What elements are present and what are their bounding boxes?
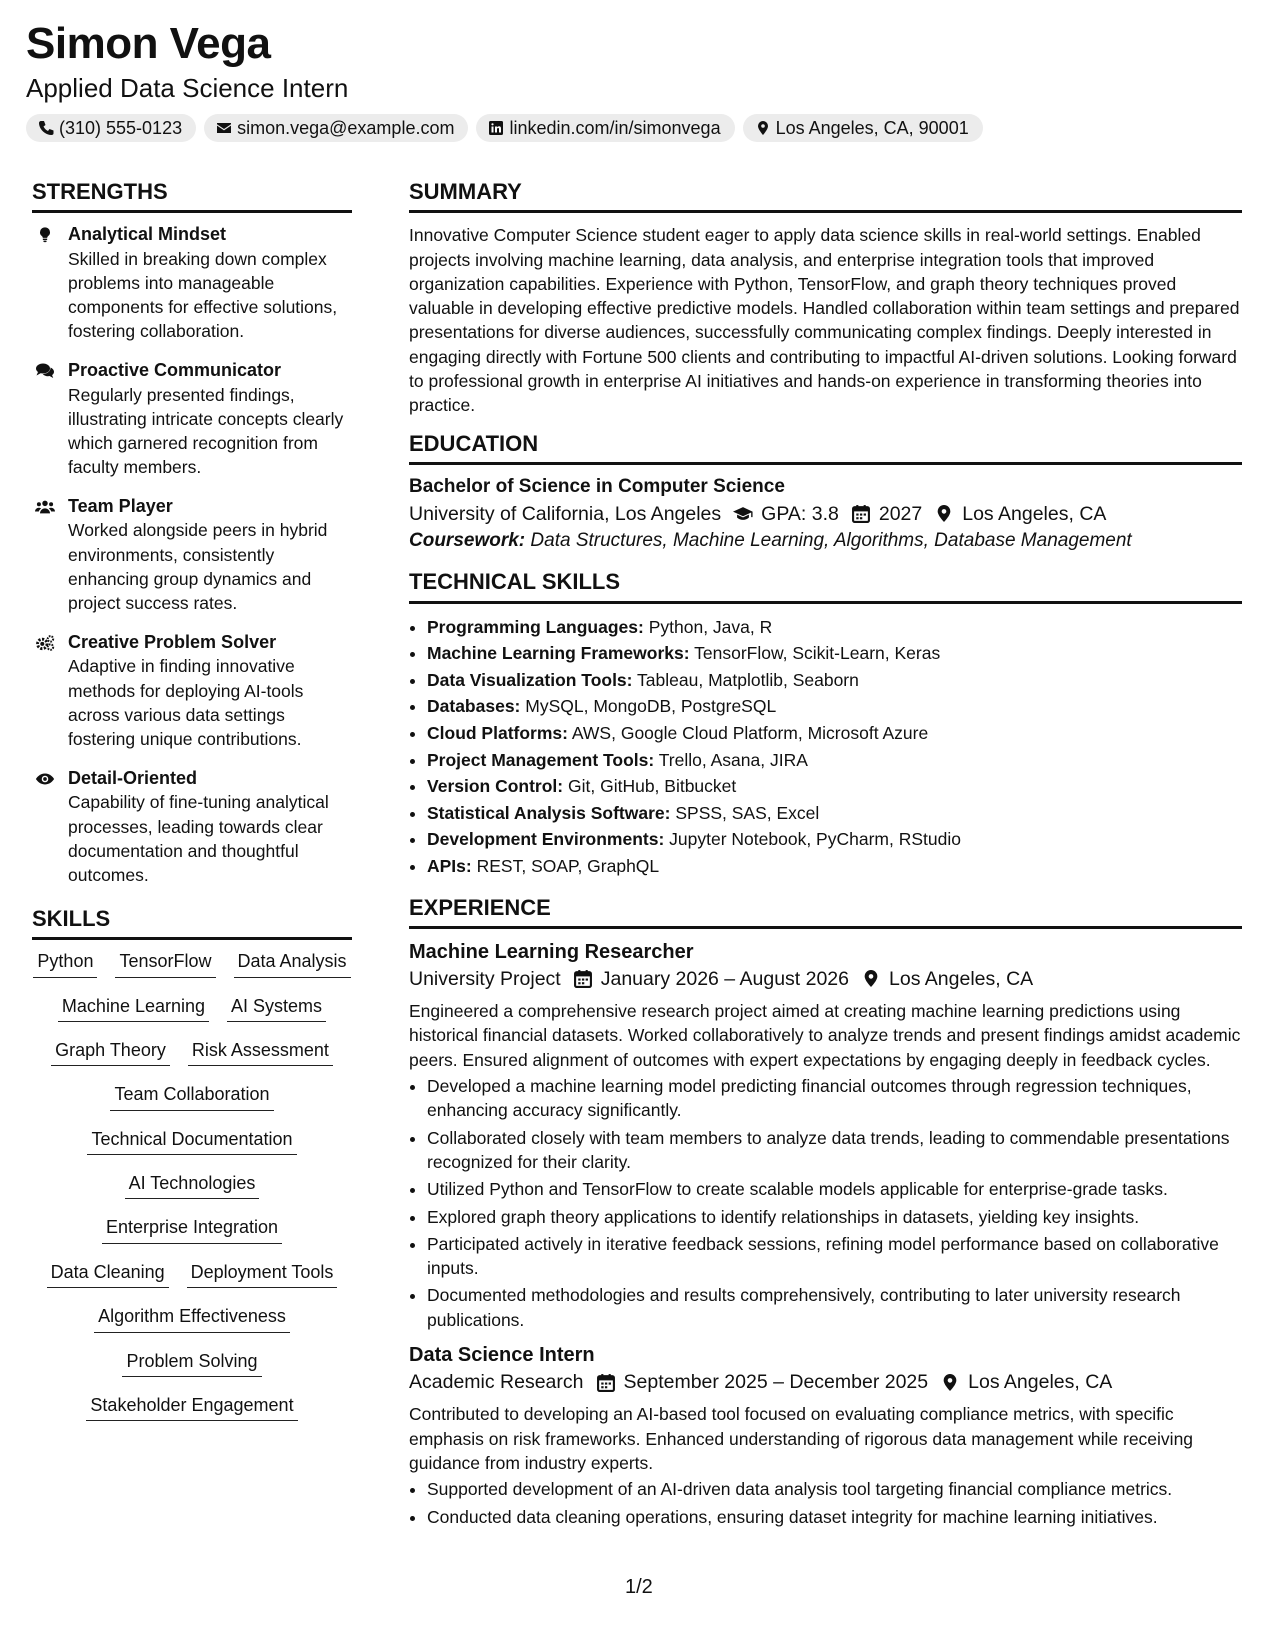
skill-tag: Data Analysis — [234, 950, 351, 977]
skill-tag: Problem Solving — [122, 1350, 261, 1377]
strength-title: Analytical Mindset — [68, 224, 227, 245]
experience-heading: EXPERIENCE — [409, 896, 1242, 929]
degree-title: Bachelor of Science in Computer Science — [409, 475, 785, 497]
job-title: Machine Learning Researcher — [409, 940, 694, 963]
linkedin-chip — [476, 114, 734, 142]
linkedin-text: linkedin.com/in/simonvega — [509, 117, 721, 138]
map-pin-icon — [861, 969, 881, 988]
skill-row — [32, 1083, 352, 1110]
strength-desc: Capability of fine-tuning analytical processes, leading towards clear documentation and thoughtful outcomes. — [68, 792, 329, 885]
school-name: University of California, Los Angeles — [409, 502, 722, 525]
strength-item — [32, 631, 352, 751]
summary-text: Innovative Computer Science student eager to apply data science skills in real-world settings. Enabled projects involving machine learning, data analysis, and enterprise integration tools that improved organization capabilities. Experience with Python, TensorFlow, and graph theory techniques proved valuable in developing effective predictive models. Handled collaboration within team settings and prepared presentations for diverse audiences, successfully communicating complex findings. Deeply interested in engaging directly with Fortune 500 clients and contributing to impactful AI-driven solutions. Looking forward to professional growth in enterprise AI initiatives and hands-on experience in transforming theories into practice. — [409, 225, 1240, 416]
contact-bar — [26, 114, 983, 142]
skill-row — [32, 1039, 352, 1066]
coursework-label: Coursework: — [409, 529, 526, 551]
candidate-role: Applied Data Science Intern — [26, 73, 349, 103]
phone-text: (310) 555-0123 — [59, 117, 183, 138]
list-item: • Databases: MySQL, MongoDB, PostgreSQL — [427, 693, 1242, 720]
graduation-cap-icon — [733, 504, 753, 523]
list-item: • Cloud Platforms: AWS, Google Cloud Platform, Microsoft Azure — [427, 720, 1242, 747]
left-column — [32, 180, 352, 1438]
school-location: Los Angeles, CA — [962, 502, 1107, 525]
strength-item — [32, 223, 352, 343]
skill-tag: AI Technologies — [125, 1172, 260, 1199]
list-item: • Documented methodologies and results comprehensively, contributing to later university research publications. — [427, 1283, 1242, 1332]
skill-row — [32, 995, 352, 1022]
skill-tag: Machine Learning — [58, 995, 209, 1022]
calendar-icon — [851, 504, 871, 523]
lightbulb-icon — [35, 226, 55, 244]
comments-icon — [35, 362, 55, 380]
job-bullets — [409, 1477, 1242, 1529]
candidate-name: Simon Vega — [26, 19, 271, 68]
list-item: • Programming Languages: Python, Java, R — [427, 614, 1242, 641]
envelope-icon — [216, 120, 232, 136]
job-description: Engineered a comprehensive research project aimed at creating machine learning predictions using historical financial datasets. Worked collaboratively to analyze trends and present findings amidst academic peers. Ensured alignment of outcomes with expert expectations by engaging deeply in feedback cycles. — [409, 1001, 1241, 1070]
location-text: Los Angeles, CA, 90001 — [775, 117, 969, 138]
skill-tag: Team Collaboration — [110, 1083, 273, 1110]
coursework-list: Data Structures, Machine Learning, Algorithms, Database Management — [530, 529, 1132, 551]
skill-row — [32, 1305, 352, 1332]
list-item: • Project Management Tools: Trello, Asana, JIRA — [427, 747, 1242, 774]
gpa-text: GPA: 3.8 — [761, 502, 839, 525]
linkedin-icon — [488, 120, 504, 136]
job-dates: September 2025 – December 2025 — [623, 1371, 929, 1394]
grad-year: 2027 — [878, 502, 923, 525]
job-entry — [409, 939, 1242, 1332]
calendar-icon — [573, 969, 593, 988]
coursework-line — [409, 528, 1242, 555]
list-item: • Statistical Analysis Software: SPSS, SAS, Excel — [427, 800, 1242, 827]
job-title: Data Science Intern — [409, 1344, 595, 1367]
list-item: • Collaborated closely with team members to analyze data trends, leading to commendable presentations recognized for their clarity. — [427, 1126, 1242, 1175]
skill-row — [32, 1128, 352, 1155]
job-dates: January 2026 – August 2026 — [600, 967, 850, 990]
skill-tag: Algorithm Effectiveness — [94, 1305, 290, 1332]
skill-tag: Stakeholder Engagement — [86, 1394, 297, 1421]
skills-heading: SKILLS — [32, 907, 352, 940]
list-item: • Participated actively in iterative feedback sessions, refining model performance based on collaborative inputs. — [427, 1232, 1242, 1281]
education-heading: EDUCATION — [409, 432, 1242, 465]
list-item: • Data Visualization Tools: Tableau, Matplotlib, Seaborn — [427, 667, 1242, 694]
technical-skills-list — [409, 614, 1242, 880]
calendar-icon — [596, 1373, 616, 1392]
job-meta — [409, 965, 1242, 993]
strength-title: Creative Problem Solver — [68, 632, 277, 653]
users-icon — [35, 498, 55, 516]
email-text: simon.vega@example.com — [237, 117, 455, 138]
email-chip — [204, 114, 468, 142]
phone-icon — [38, 120, 54, 136]
skill-row — [32, 1394, 352, 1421]
strength-desc: Adaptive in finding innovative methods for deploying AI-tools across various data settings fostering unique contributions. — [68, 656, 304, 749]
map-pin-icon — [940, 1373, 960, 1392]
technical-skills-heading: TECHNICAL SKILLS — [409, 570, 1242, 603]
job-org: Academic Research — [409, 1371, 584, 1394]
list-item: • Utilized Python and TensorFlow to create scalable models applicable for enterprise-grade tasks. — [427, 1177, 1242, 1201]
skill-tag: Graph Theory — [51, 1039, 170, 1066]
skill-row — [32, 1261, 352, 1288]
job-bullets — [409, 1074, 1242, 1332]
skill-tag: Deployment Tools — [187, 1261, 338, 1288]
skill-tag: Risk Assessment — [188, 1039, 333, 1066]
strength-item — [32, 359, 352, 479]
skill-tag: Enterprise Integration — [102, 1216, 282, 1243]
strength-title: Team Player — [68, 496, 173, 517]
list-item: • APIs: REST, SOAP, GraphQL — [427, 853, 1242, 880]
map-pin-icon — [755, 120, 771, 136]
skill-tag: TensorFlow — [115, 950, 215, 977]
page-number: 1/2 — [625, 1576, 653, 1598]
job-description: Contributed to developing an AI-based tool focused on evaluating compliance metrics, with specific emphasis on risk frameworks. Enhanced understanding of rigorous data management while receiving guidance from industry experts. — [409, 1404, 1194, 1473]
strength-desc: Skilled in breaking down complex problems into manageable components for effective solutions, fostering collaboration. — [68, 248, 338, 341]
list-item: • Machine Learning Frameworks: TensorFlow, Scikit-Learn, Keras — [427, 640, 1242, 667]
skill-tag: Python — [33, 950, 97, 977]
skill-row — [32, 1350, 352, 1377]
eye-icon — [35, 770, 55, 788]
list-item: • Explored graph theory applications to identify relationships in datasets, yielding key insights. — [427, 1205, 1242, 1229]
skills-cloud — [32, 950, 352, 1421]
list-item: • Version Control: Git, GitHub, Bitbucket — [427, 773, 1242, 800]
job-entry — [409, 1342, 1242, 1529]
strength-item — [32, 495, 352, 615]
summary-heading: SUMMARY — [409, 180, 1242, 213]
list-item: • Conducted data cleaning operations, ensuring dataset integrity for machine learning initiatives. — [427, 1505, 1242, 1529]
job-meta — [409, 1368, 1242, 1396]
map-pin-icon — [934, 504, 954, 523]
phone-chip — [26, 114, 196, 142]
education-meta — [409, 500, 1242, 528]
location-chip — [743, 114, 983, 142]
strength-desc: Worked alongside peers in hybrid environments, consistently enhancing group dynamics and project success rates. — [68, 520, 328, 613]
gears-icon — [35, 634, 55, 652]
job-org: University Project — [409, 967, 561, 990]
strengths-heading: STRENGTHS — [32, 180, 352, 213]
skill-tag: AI Systems — [227, 995, 326, 1022]
job-location: Los Angeles, CA — [889, 967, 1034, 990]
skill-tag: Technical Documentation — [87, 1128, 296, 1155]
strength-item — [32, 767, 352, 887]
list-item: • Supported development of an AI-driven data analysis tool targeting financial compliance metrics. — [427, 1477, 1242, 1501]
job-location: Los Angeles, CA — [968, 1371, 1113, 1394]
list-item: • Developed a machine learning model predicting financial outcomes through regression techniques, enhancing accuracy significantly. — [427, 1074, 1242, 1123]
skill-row — [32, 1216, 352, 1243]
right-column — [409, 180, 1242, 1539]
strength-title: Proactive Communicator — [68, 360, 282, 381]
strength-desc: Regularly presented findings, illustrating intricate concepts clearly which garnered recognition from faculty members. — [68, 384, 344, 477]
strength-title: Detail-Oriented — [68, 768, 198, 788]
skill-tag: Data Cleaning — [47, 1261, 169, 1288]
list-item: • Development Environments: Jupyter Notebook, PyCharm, RStudio — [427, 826, 1242, 853]
skill-row — [32, 1172, 352, 1199]
skill-row — [32, 950, 352, 977]
